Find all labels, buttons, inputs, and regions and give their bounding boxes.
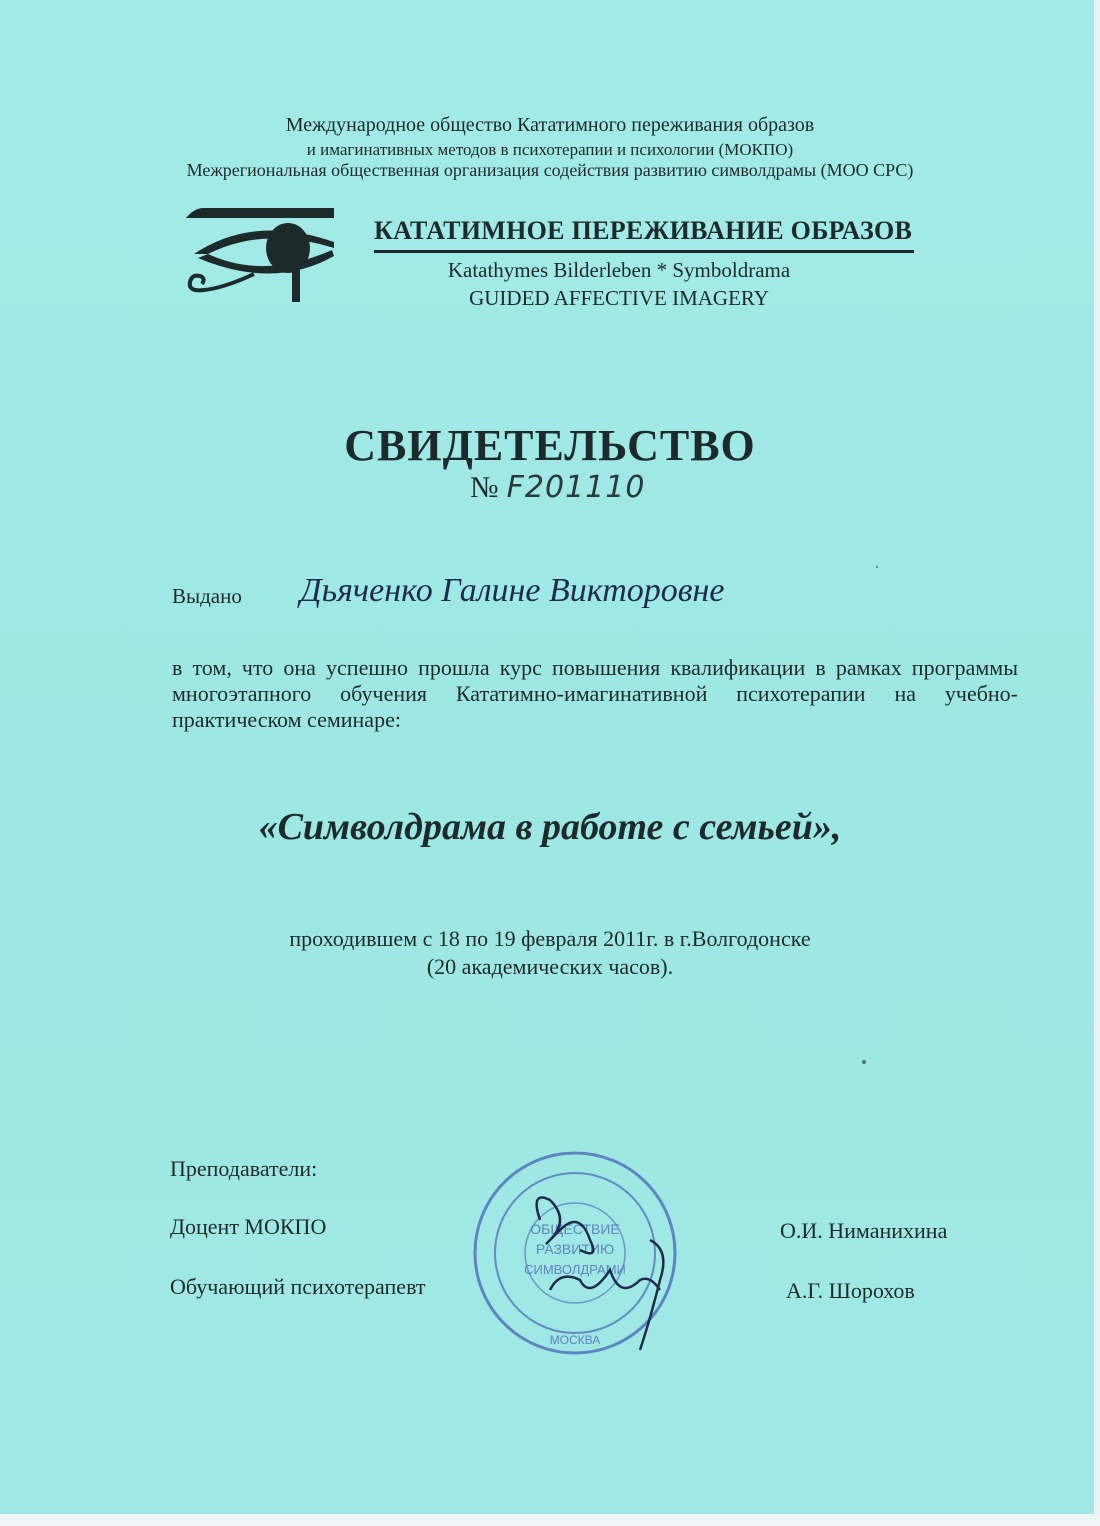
certificate-number	[470, 470, 645, 505]
svg-text:ОБЩЕСТВИЕ: ОБЩЕСТВИЕ	[530, 1221, 620, 1237]
speck	[862, 1060, 866, 1064]
teacher-name-1: О.И. Ниманихина	[780, 1218, 948, 1243]
recipient-name: Дьяченко Галине Викторовне	[300, 572, 725, 609]
svg-text:МОСКВА: МОСКВА	[549, 1333, 601, 1347]
speck	[876, 566, 878, 568]
svg-text:СИМВОЛДРАМИ: СИМВОЛДРАМИ	[524, 1262, 626, 1277]
org-line-3: Межрегиональная общественная организация содействия развитию символдрамы (МОО СРС)	[186, 160, 914, 180]
certificate-title: СВИДЕТЕЛЬСТВО	[344, 421, 756, 470]
org-line-2: и имагинативных методов в психотерапии и психологии (МОКПО)	[306, 140, 794, 159]
number-value: F201110	[506, 470, 646, 505]
signature	[520, 1180, 700, 1360]
seminar-title: «Символдрама в работе с семьей»,	[258, 806, 842, 848]
scan-edge-right	[1094, 0, 1100, 1526]
seminar-dates: проходившем с 18 по 19 февраля 2011г. в г.Волгодонске	[289, 926, 811, 951]
issued-label: Выдано	[172, 584, 242, 608]
teacher-role-2: Обучающий психотерапевт	[170, 1274, 426, 1299]
scan-edge-bottom	[0, 1514, 1100, 1526]
teacher-name-2: А.Г. Шорохов	[786, 1278, 915, 1303]
logo-subtitle-2: GUIDED AFFECTIVE IMAGERY	[469, 286, 769, 310]
teacher-role-1: Доцент МОКПО	[170, 1214, 327, 1239]
logo-rule	[374, 250, 914, 253]
logo-title: КАТАТИМНОЕ ПЕРЕЖИВАНИЕ ОБРАЗОВ	[374, 216, 913, 245]
org-line-1: Международное общество Кататимного переживания образов	[285, 114, 815, 136]
svg-text:РАЗВИТИЮ: РАЗВИТИЮ	[535, 1241, 615, 1257]
eye-of-horus-icon	[184, 204, 344, 304]
number-label: №	[470, 471, 499, 504]
logo-subtitle-1: Katathymes Bilderleben * Symboldrama	[447, 258, 791, 282]
teachers-label: Преподаватели:	[170, 1156, 318, 1181]
body-text: в том, что она успешно прошла курс повышения квалификации в рамках программы многоэтапного обучения Кататимно-имагинативной психотерапии на учебно-практическом семинаре:	[172, 655, 1018, 732]
seminar-hours: (20 академических часов).	[426, 954, 674, 979]
